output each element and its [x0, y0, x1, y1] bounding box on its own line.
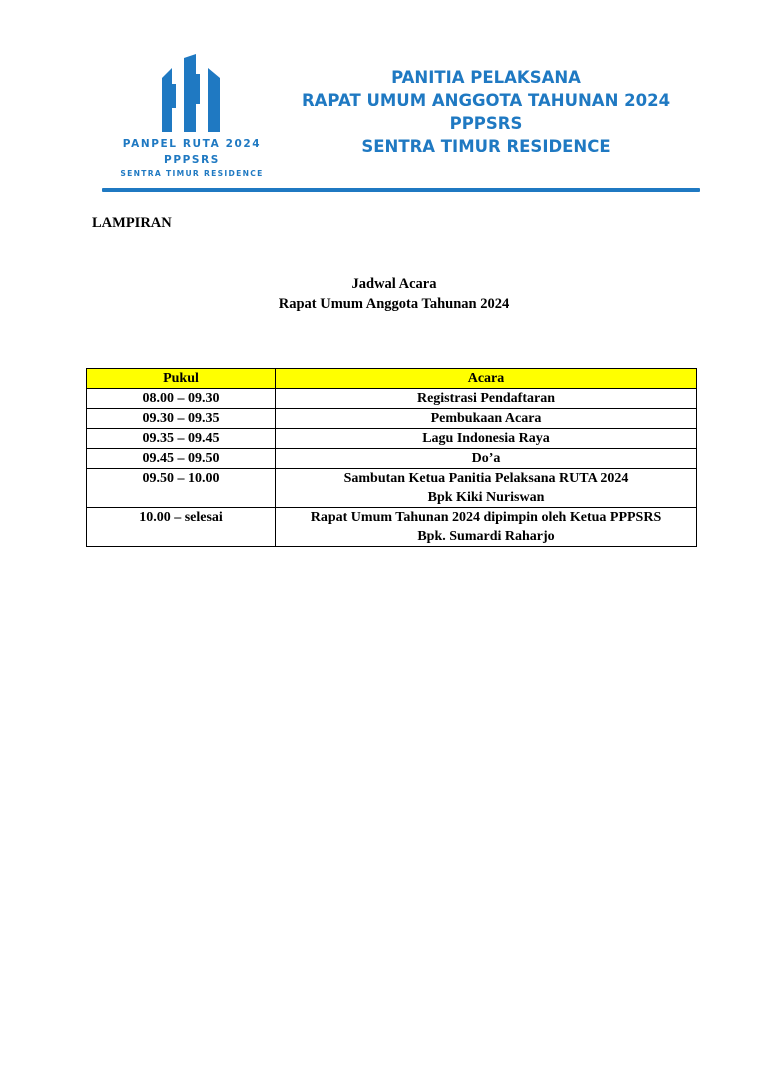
activity-cell — [276, 389, 697, 409]
letterhead-titles — [286, 66, 686, 158]
time-cell: 10.00 – selesai — [87, 508, 276, 547]
time-cell: 09.45 – 09.50 — [87, 449, 276, 469]
column-header-time: Pukul — [87, 369, 276, 389]
logo-subtitle: PPPSRS — [164, 154, 220, 166]
activity-line: Do’a — [471, 451, 501, 466]
table-row — [87, 469, 697, 508]
table-row — [87, 429, 697, 449]
activity-cell — [276, 409, 697, 429]
activity-line: Pembukaan Acara — [430, 411, 542, 426]
document-heading — [90, 274, 698, 314]
logo-caption: SENTRA TIMUR RESIDENCE — [120, 169, 264, 178]
letterhead-divider — [102, 188, 700, 192]
letterhead-line-meeting: RAPAT UMUM ANGGOTA TAHUNAN 2024 — [301, 91, 671, 110]
time-cell: 09.35 – 09.45 — [87, 429, 276, 449]
activity-cell — [276, 449, 697, 469]
letterhead-line-residence: SENTRA TIMUR RESIDENCE — [361, 137, 611, 156]
attachment-label: LAMPIRAN — [92, 215, 172, 231]
activity-cell — [276, 508, 697, 547]
activity-speaker: Bpk Kiki Nuriswan — [427, 490, 545, 505]
table-row — [87, 508, 697, 547]
activity-line: Rapat Umum Tahunan 2024 dipimpin oleh Ketua PPPSRS — [310, 510, 662, 525]
table-row — [87, 409, 697, 429]
table-header-row — [87, 369, 697, 389]
letterhead-line-committee: PANITIA PELAKSANA — [391, 68, 581, 87]
building-logo-icon — [160, 54, 224, 134]
activity-cell — [276, 469, 697, 508]
schedule-table — [86, 368, 697, 547]
activity-line: Lagu Indonesia Raya — [422, 431, 550, 446]
letterhead-line-org: PPPSRS — [449, 114, 523, 133]
heading-schedule: Jadwal Acara — [351, 276, 437, 292]
time-cell: 09.50 – 10.00 — [87, 469, 276, 508]
table-row — [87, 449, 697, 469]
activity-speaker: Bpk. Sumardi Raharjo — [417, 529, 555, 544]
column-header-activity: Acara — [276, 369, 697, 389]
activity-line: Sambutan Ketua Panitia Pelaksana RUTA 2024 — [343, 471, 629, 486]
organization-logo — [112, 54, 272, 180]
time-cell: 09.30 – 09.35 — [87, 409, 276, 429]
table-row — [87, 389, 697, 409]
time-cell: 08.00 – 09.30 — [87, 389, 276, 409]
logo-title: PANPEL RUTA 2024 — [122, 138, 262, 150]
heading-meeting: Rapat Umum Anggota Tahunan 2024 — [278, 296, 510, 312]
activity-cell — [276, 429, 697, 449]
activity-line: Registrasi Pendaftaran — [416, 391, 556, 406]
